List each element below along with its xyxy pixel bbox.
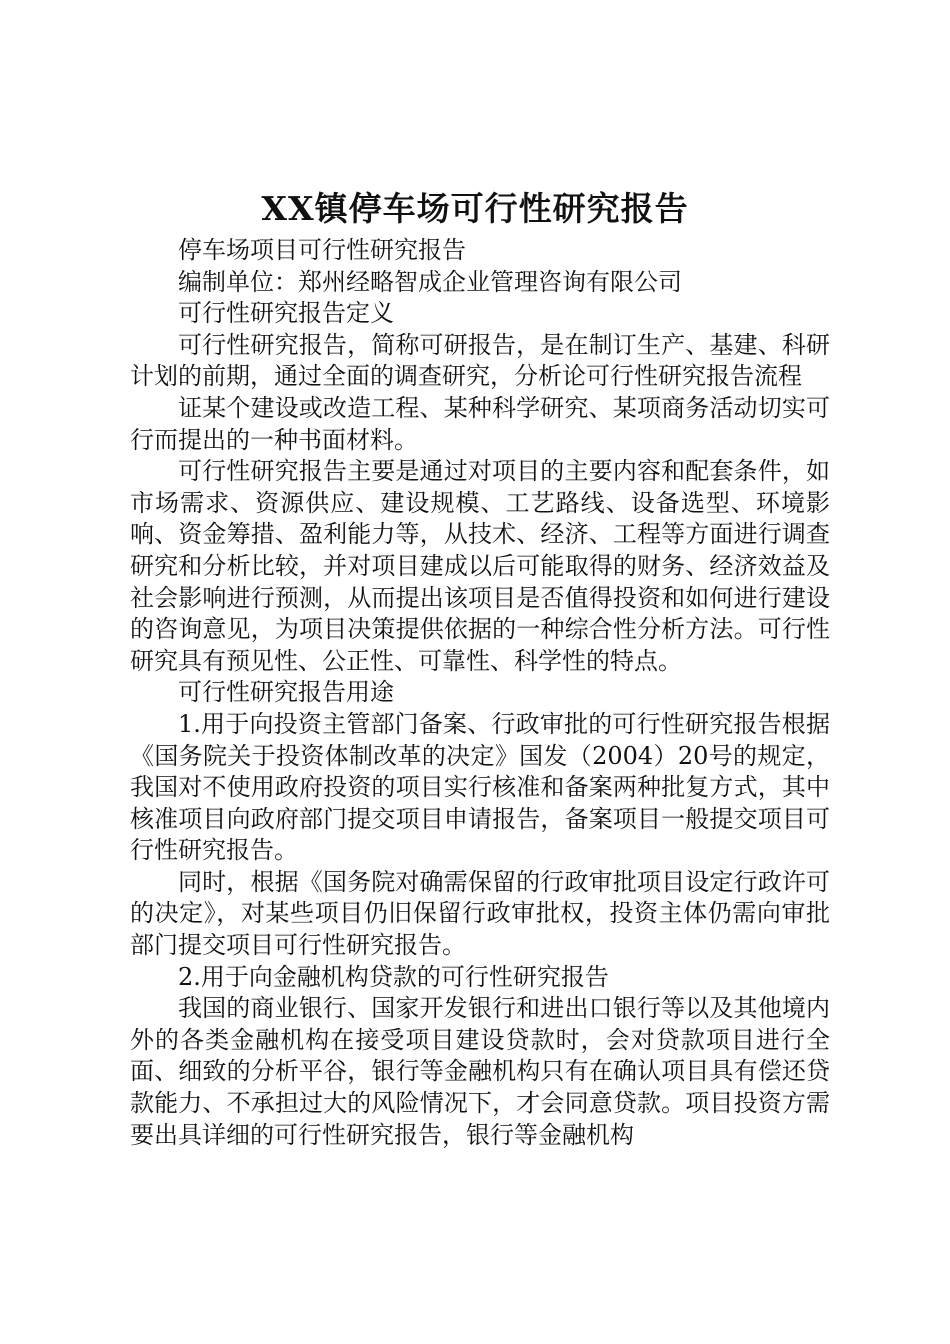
paragraph-subtitle: 停车场项目可行性研究报告 — [178, 236, 466, 264]
paragraph-usage-2: 我国的商业银行、国家开发银行和进出口银行等以及其他境内外的各类金融机构在接受项目建设贷款时，会对贷款项目进行全面、细致的分析平谷，银行等金融机构只有在确认项目具有偿还贷款能力、不承担过大的风险情况下，才会同意贷款。项目投资方需要出具详细的可行性研究报告，银行等金融机构 — [130, 994, 830, 1149]
paragraph-usage-1: 1.用于向投资主管部门备案、行政审批的可行性研究报告根据《国务院关于投资体制改革的决定》国发（2004）20号的规定，我国对不使用政府投资的项目实行核准和备案两种批复方式，其中核准项目向政府部门提交项目申请报告，备案项目一般提交项目可行性研究报告。 — [130, 709, 830, 865]
paragraph-usage-2-heading: 2.用于向金融机构贷款的可行性研究报告 — [178, 962, 609, 991]
paragraph-usage-1-cont: 同时，根据《国务院对确需保留的行政审批项目设定行政许可的决定》，对某些项目仍旧保留行政审批权，投资主体仍需向审批部门提交项目可行性研究报告。 — [130, 867, 830, 960]
paragraph-main-content: 可行性研究报告主要是通过对项目的主要内容和配套条件，如市场需求、资源供应、建设规模、工艺路线、设备选型、环境影响、资金筹措、盈利能力等，从技术、经济、工程等方面进行调查研究和分析比较，并对项目建成以后可能取得的财务、经济效益及社会影响进行预测，从而提出该项目是否值得投资和如何进行建设的咨询意见，为项目决策提供依据的一种综合性分析方法。可行性研究具有预见性、公正性、可靠性、科学性的特点。 — [130, 457, 830, 675]
paragraph-usage-heading: 可行性研究报告用途 — [178, 678, 394, 707]
document-title: XX镇停车场可行性研究报告 — [261, 189, 689, 228]
document-body — [130, 235, 830, 1151]
paragraph-proof: 证某个建设或改造工程、某种科学研究、某项商务活动切实可行而提出的一种书面材料。 — [130, 393, 830, 454]
paragraph-organization: 编制单位：郑州经略智成企业管理咨询有限公司 — [178, 267, 682, 296]
paragraph-definition: 可行性研究报告，简称可研报告，是在制订生产、基建、科研计划的前期，通过全面的调查研究，分析论可行性研究报告流程 — [130, 330, 830, 391]
paragraph-definition-heading: 可行性研究报告定义 — [178, 299, 394, 328]
